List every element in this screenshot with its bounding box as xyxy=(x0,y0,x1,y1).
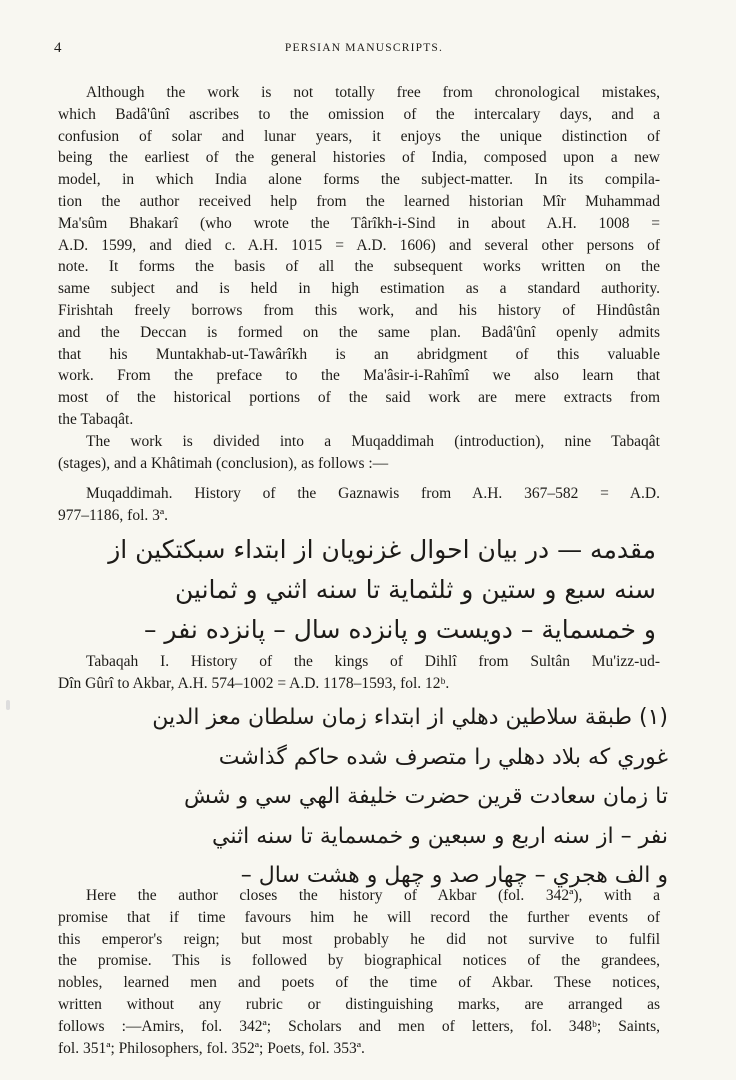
text-line: most of the historical portions of the said work are mere extracts from xyxy=(58,389,660,407)
text-line: confusion of solar and lunar years, it enjoys the unique distinction of xyxy=(58,127,660,145)
text-line: being the earliest of the general histories of India, composed upon a new xyxy=(58,149,660,167)
page-header xyxy=(54,38,674,60)
text-line: tion the author received help from the learned historian Mîr Muhammad xyxy=(58,192,660,210)
text-line: Here the author closes the history of Akbar (fol. 342ª), with a xyxy=(86,887,660,904)
persian-text-block-1 xyxy=(108,530,656,650)
text-line: A.D. 1599, and died c. A.H. 1015 = A.D. 1606) and several other persons of xyxy=(58,236,660,254)
paragraph-1 xyxy=(58,82,660,431)
text-line: written without any rubric or distinguishing marks, are arranged as xyxy=(58,995,660,1013)
persian-line: و الف هجري – چهار صد و چهل و هشت سال – xyxy=(240,863,668,888)
text-line: Although the work is not totally free from chronological mistakes, xyxy=(86,84,660,101)
text-line: the promise. This is followed by biographical notices of the grandees, xyxy=(58,952,660,970)
persian-line: (۱) طبقة سلاطین دهلي از ابتداء زمان سلطان معز الدین xyxy=(152,705,668,730)
persian-line: مقدمه — در بیان احوال غزنویان از ابتداء سبکتکین از xyxy=(108,535,656,564)
persian-text-block-2 xyxy=(152,698,668,896)
persian-line: سنه سبع و ستین و ثلثمایة تا سنه اثني و ثمانین xyxy=(175,575,656,604)
muqaddimah-entry xyxy=(58,483,660,527)
tabaqah-entry xyxy=(58,651,660,695)
text-line: promise that if time favours him he will record the further events of xyxy=(58,908,660,926)
text-line: 977–1186, fol. 3ª. xyxy=(58,506,169,524)
persian-line: غوري که بلاد دهلي را متصرف شده حاکم گذاشت xyxy=(218,744,668,770)
persian-line: نفر – از سنه اربع و سبعین و خمسمایة تا سنه اثني xyxy=(212,823,668,849)
paragraph-2 xyxy=(58,431,660,475)
text-line: nobles, learned men and poets of the time of Akbar. These notices, xyxy=(58,974,660,992)
text-line: and the Deccan is formed on the same plan. Badâ'ûnî openly admits xyxy=(58,323,660,341)
text-line: Firishtah freely borrows from this work, and his history of Hindûstân xyxy=(58,301,660,319)
text-line: which Badâ'ûnî ascribes to the omission of the intercalary days, and a xyxy=(58,105,660,123)
text-line: work. From the preface to the Ma'âsir-i-Rahîmî we also learn that xyxy=(58,367,660,385)
persian-line: و خمسمایة – دویست و پانزده سال – پانزده نفر – xyxy=(143,615,656,644)
text-line: Tabaqah I. History of the kings of Dihlî from Sultân Mu'izz-ud- xyxy=(86,653,660,670)
text-line: same subject and is held in high estimation as a standard authority. xyxy=(58,280,660,298)
text-line: The work is divided into a Muqaddimah (introduction), nine Tabaqât xyxy=(86,433,660,450)
paragraph-3 xyxy=(58,885,660,1059)
text-line: note. It forms the basis of all the subsequent works written on the xyxy=(58,258,660,276)
text-line: this emperor's reign; but most probably he did not survive to fulfil xyxy=(58,930,660,948)
page-smudge xyxy=(6,700,10,710)
persian-line: تا زمان سعادت قرین حضرت خلیفة الهي سي و شش xyxy=(184,784,668,809)
text-line: the Tabaqât. xyxy=(58,410,134,428)
text-line: model, in which India alone forms the subject-matter. In its compila- xyxy=(58,171,660,189)
running-title: PERSIAN MANUSCRIPTS. xyxy=(284,42,444,54)
text-line: that his Muntakhab-ut-Tawârîkh is an abridgment of this valuable xyxy=(58,345,660,363)
text-line: Ma'sûm Bhakarî (who wrote the Târîkh-i-Sind in about A.H. 1008 = xyxy=(58,214,660,232)
page-number: 4 xyxy=(54,40,62,56)
text-line: follows :—Amirs, fol. 342ª; Scholars and men of letters, fol. 348ᵇ; Saints, xyxy=(58,1017,660,1035)
text-line: Muqaddimah. History of the Gaznawis from A.H. 367–582 = A.D. xyxy=(86,485,660,502)
text-line: fol. 351ª; Philosophers, fol. 352ª; Poets, fol. 353ª. xyxy=(58,1039,365,1057)
text-line: Dîn Gûrî to Akbar, A.H. 574–1002 = A.D. 1178–1593, fol. 12ᵇ. xyxy=(58,674,450,692)
text-line: (stages), and a Khâtimah (conclusion), as follows :— xyxy=(58,454,389,472)
